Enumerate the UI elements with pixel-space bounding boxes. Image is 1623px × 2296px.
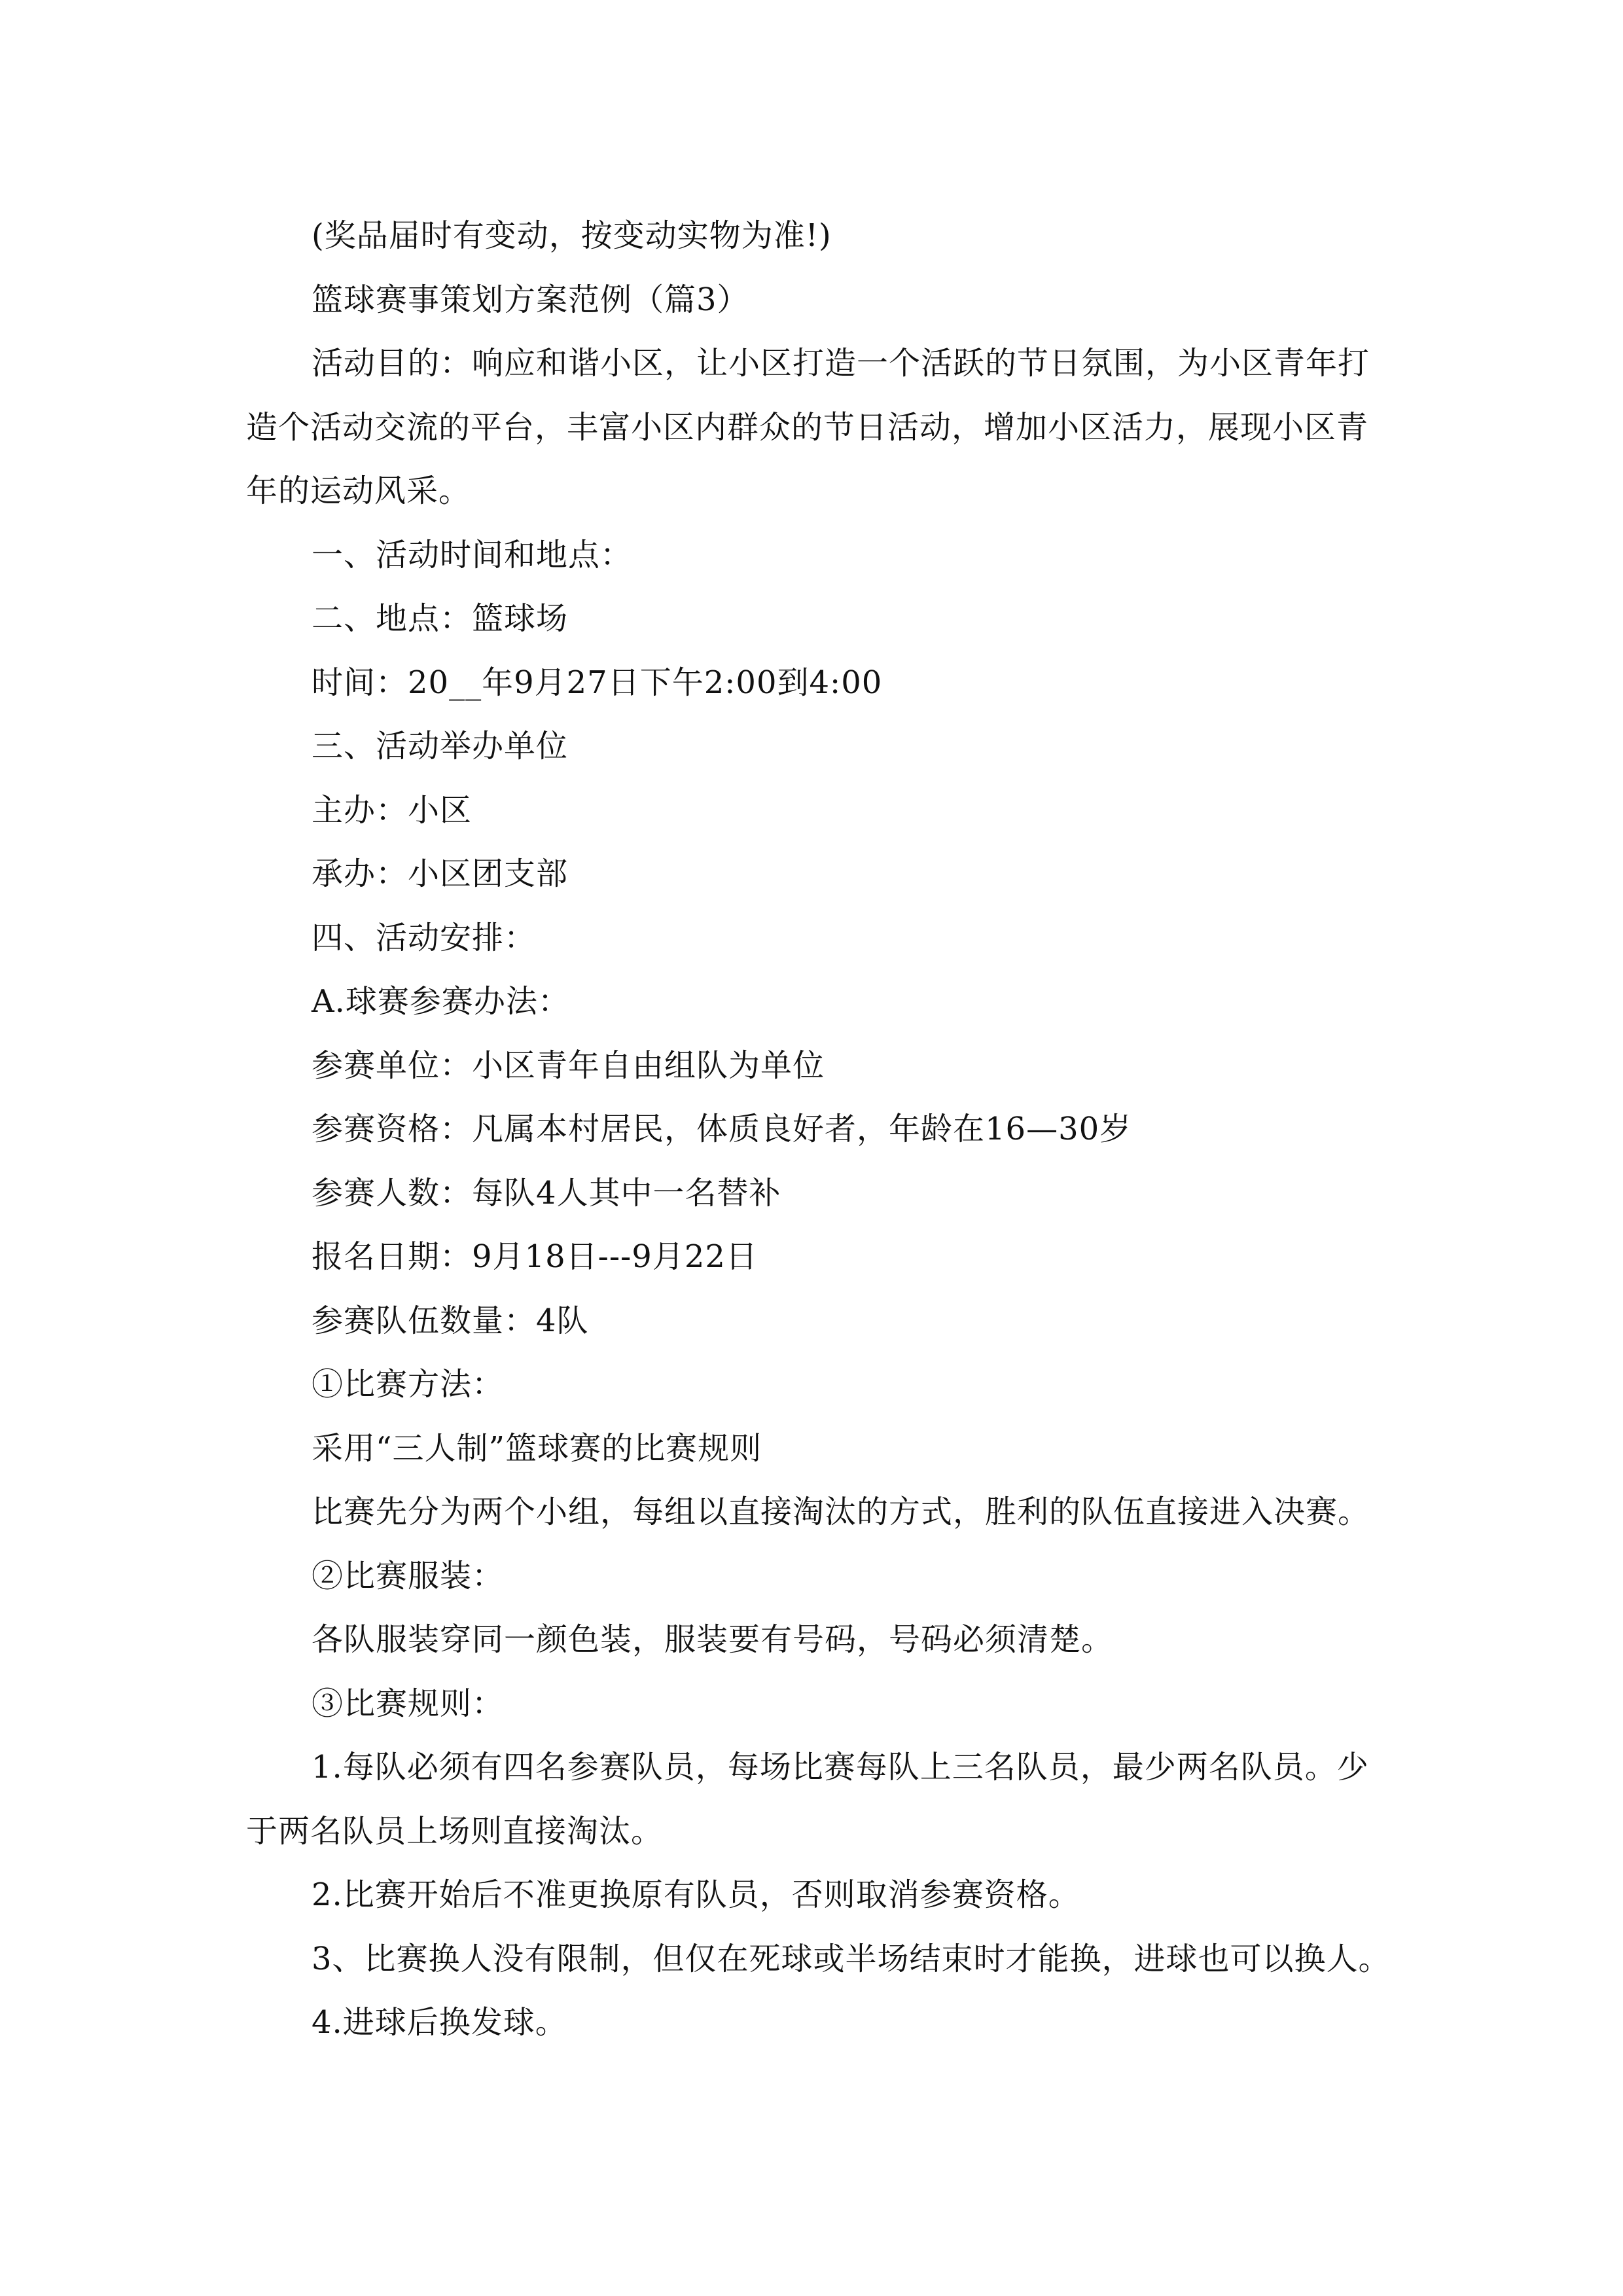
- section-title: 篮球赛事策划方案范例（篇3）: [312, 281, 749, 318]
- group-format-line: 比赛先分为两个小组，每组以直接淘汰的方式，胜利的队伍直接进入决赛。: [312, 1494, 1370, 1530]
- subheading-entry-rules: A.球赛参赛办法：: [312, 983, 570, 1020]
- rule-1-continuation: 于两名队员上场则直接淘汰。: [246, 1812, 664, 1850]
- subheading-uniform: ②比赛服装：: [312, 1557, 505, 1594]
- host-line: 主办：小区: [312, 791, 473, 829]
- rules-adopted-line: 采用“三人制”篮球赛的比赛规则: [312, 1429, 762, 1467]
- subheading-match-method: ①比赛方法：: [312, 1366, 505, 1403]
- heading-time-place: 一、活动时间和地点：: [312, 536, 633, 573]
- heading-arrangement: 四、活动安排：: [312, 919, 537, 956]
- rule-4-line: 4.进球后换发球。: [312, 2004, 567, 2041]
- team-count-line: 参赛队伍数量：4队: [312, 1302, 589, 1339]
- registration-date-line: 报名日期：9月18日---9月22日: [312, 1238, 758, 1275]
- entry-unit-line: 参赛单位：小区青年自由组队为单位: [312, 1047, 825, 1084]
- team-size-line: 参赛人数：每队4人其中一名替补: [312, 1174, 781, 1211]
- rule-1-line: 1.每队必须有四名参赛队员，每场比赛每队上三名队员，最少两名队员。少: [312, 1749, 1369, 1785]
- heading-organizers: 三、活动举办单位: [312, 728, 569, 764]
- time-line: 时间：20__年9月27日下午2:00到4:00: [312, 664, 883, 701]
- rule-3-line: 3、比赛换人没有限制，但仅在死球或半场结束时才能换，进球也可以换人。: [312, 1940, 1391, 1977]
- paragraph-line: 活动目的：响应和谐小区，让小区打造一个活跃的节日氛围，为小区青年打: [312, 345, 1370, 382]
- organizer-line: 承办：小区团支部: [312, 855, 569, 892]
- rule-2-line: 2.比赛开始后不准更换原有队员，否则取消参赛资格。: [312, 1876, 1080, 1913]
- subheading-match-rules: ③比赛规则：: [312, 1685, 505, 1722]
- paragraph-line: 造个活动交流的平台，丰富小区内群众的节日活动，增加小区活力，展现小区青: [246, 408, 1369, 446]
- paragraph-line: 年的运动风采。: [246, 473, 471, 509]
- document-body: [246, 204, 1398, 2055]
- prize-note: (奖品届时有变动，按变动实物为准!): [312, 217, 832, 254]
- eligibility-line: 参赛资格：凡属本村居民，体质良好者，年龄在16—30岁: [312, 1111, 1132, 1147]
- uniform-line: 各队服装穿同一颜色装，服装要有号码，号码必须清楚。: [312, 1621, 1114, 1658]
- heading-location: 二、地点：篮球场: [312, 600, 569, 637]
